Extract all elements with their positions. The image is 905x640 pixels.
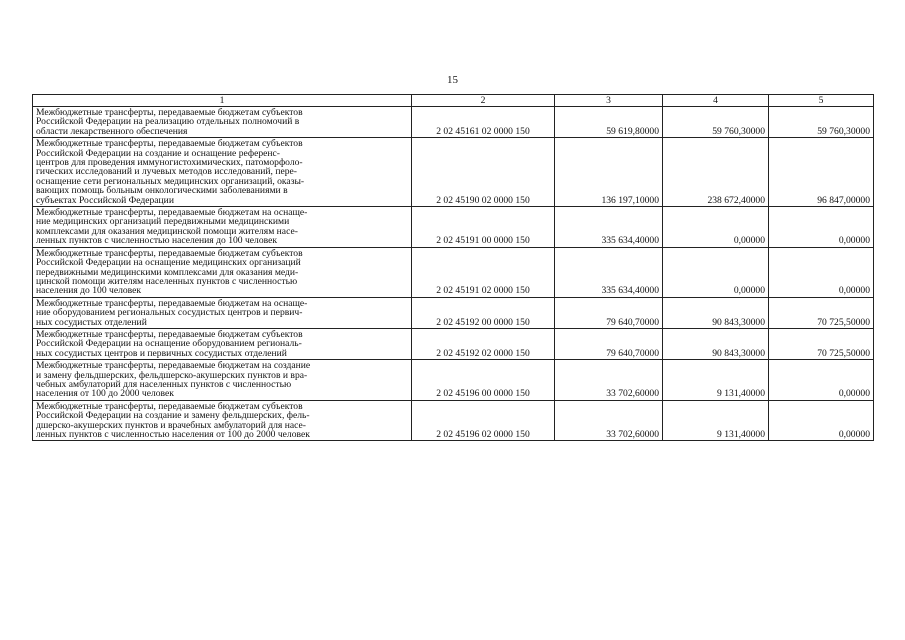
transfer-description	[33, 138, 412, 207]
description-line: Межбюджетные трансферты, передаваемые бюджетам субъектов	[36, 107, 303, 118]
table-row	[33, 107, 874, 138]
column-header-5: 5	[769, 95, 874, 107]
description-line: области лекарственного обеспечения	[36, 125, 188, 137]
description-line: Межбюджетные трансферты, передаваемые бюджетам на создание	[36, 360, 311, 372]
amount-column-4: 59 760,30000	[663, 107, 769, 138]
amount-column-5: 0,00000	[769, 207, 874, 248]
table-row	[33, 360, 874, 401]
description-line: Российской Федерации на создание и оснащение референс-	[36, 147, 280, 159]
transfer-description	[33, 328, 412, 359]
amount-column-5: 70 725,50000	[769, 297, 874, 328]
header-row	[33, 95, 874, 107]
description-line: центров для проведения иммуногистохимических, патоморфоло-	[36, 157, 303, 169]
column-header-2: 2	[412, 95, 555, 107]
table-row	[33, 328, 874, 359]
description-line: Межбюджетные трансферты, передаваемые бюджетам субъектов	[36, 400, 303, 412]
budget-classification-code: 2 02 45190 02 0000 150	[412, 138, 555, 207]
description-line: ленных пунктов с численностью населения от 100 до 2000 человек	[36, 429, 310, 440]
amount-column-3: 33 702,60000	[555, 360, 663, 401]
description-line: комплексами для оказания медицинской помощи жителям насе-	[36, 225, 298, 237]
amount-column-5: 96 847,00000	[769, 138, 874, 207]
description-line: Российской Федерации на создание и замену фельдшерских, фель-	[36, 410, 310, 422]
transfer-description	[33, 207, 412, 248]
table-row	[33, 400, 874, 441]
budget-classification-code: 2 02 45196 00 0000 150	[412, 360, 555, 401]
amount-column-5: 59 760,30000	[769, 107, 874, 138]
budget-classification-code: 2 02 45161 02 0000 150	[412, 107, 555, 138]
description-line: ленных пунктов с численностью населения до 100 человек	[36, 235, 278, 247]
amount-column-4: 9 131,40000	[663, 360, 769, 401]
table-row	[33, 297, 874, 328]
amount-column-5: 0,00000	[769, 360, 874, 401]
description-line: передвижными медицинскими комплексами для оказания меди-	[36, 266, 299, 278]
description-line: ние оборудованием региональных сосудистых центров и первич-	[36, 307, 303, 319]
amount-column-4: 238 672,40000	[663, 138, 769, 207]
amount-column-4: 0,00000	[663, 247, 769, 297]
table-row	[33, 247, 874, 297]
description-line: Российской Федерации на реализацию отдельных полномочий в	[36, 116, 300, 128]
amount-column-4: 9 131,40000	[663, 400, 769, 441]
budget-table	[32, 94, 874, 441]
description-line: гических исследований и лучевых методов исследований, пере-	[36, 166, 297, 178]
amount-column-3: 33 702,60000	[555, 400, 663, 441]
description-line: Межбюджетные трансферты, передаваемые бюджетам на оснаще-	[36, 207, 308, 219]
column-header-3: 3	[555, 95, 663, 107]
page-number: 15	[447, 74, 458, 86]
table-row	[33, 207, 874, 248]
column-header-4: 4	[663, 95, 769, 107]
description-line: цинской помощи жителям населенных пунктов с численностью	[36, 275, 298, 287]
amount-column-3: 79 640,70000	[555, 328, 663, 359]
amount-column-3: 59 619,80000	[555, 107, 663, 138]
transfer-description	[33, 297, 412, 328]
column-header-1: 1	[33, 95, 412, 107]
description-line: ных сосудистых отделений	[36, 316, 147, 328]
amount-column-5: 70 725,50000	[769, 328, 874, 359]
budget-classification-code: 2 02 45192 02 0000 150	[412, 328, 555, 359]
description-line: Российской Федерации на оснащение оборудованием региональ-	[36, 338, 302, 350]
budget-classification-code: 2 02 45191 02 0000 150	[412, 247, 555, 297]
description-line: Межбюджетные трансферты, передаваемые бюджетам на оснаще-	[36, 297, 308, 309]
amount-column-3: 79 640,70000	[555, 297, 663, 328]
description-line: ние медицинских организаций передвижными медицинскими	[36, 216, 290, 228]
amount-column-3: 136 197,10000	[555, 138, 663, 207]
transfer-description	[33, 400, 412, 441]
transfer-description	[33, 107, 412, 138]
amount-column-5: 0,00000	[769, 247, 874, 297]
budget-classification-code: 2 02 45191 00 0000 150	[412, 207, 555, 248]
transfer-description	[33, 247, 412, 297]
transfer-description	[33, 360, 412, 401]
description-line: Межбюджетные трансферты, передаваемые бюджетам субъектов	[36, 138, 303, 150]
description-line: населения от 100 до 2000 человек	[36, 388, 174, 400]
description-line: Межбюджетные трансферты, передаваемые бюджетам субъектов	[36, 328, 303, 340]
description-line: дшерско-акушерских пунктов и врачебных амбулаторий для насе-	[36, 419, 306, 431]
description-line: субъектах Российской Федерации	[36, 194, 174, 206]
amount-column-4: 90 843,30000	[663, 328, 769, 359]
table-body	[33, 107, 874, 441]
description-line: Российской Федерации на оснащение медицинских организаций	[36, 257, 301, 269]
amount-column-4: 0,00000	[663, 207, 769, 248]
description-line: вающих помощь больным онкологическими заболеваниями в	[36, 185, 288, 197]
amount-column-5: 0,00000	[769, 400, 874, 441]
description-line: и замену фельдшерских, фельдшерско-акушерских пунктов и вра-	[36, 369, 308, 381]
description-line: оснащение сети региональных медицинских организаций, оказы-	[36, 175, 305, 187]
amount-column-3: 335 634,40000	[555, 207, 663, 248]
amount-column-4: 90 843,30000	[663, 297, 769, 328]
amount-column-3: 335 634,40000	[555, 247, 663, 297]
budget-classification-code: 2 02 45196 02 0000 150	[412, 400, 555, 441]
budget-classification-code: 2 02 45192 00 0000 150	[412, 297, 555, 328]
table-row	[33, 138, 874, 207]
description-line: Межбюджетные трансферты, передаваемые бюджетам субъектов	[36, 247, 303, 259]
description-line: населения до 100 человек	[36, 285, 142, 297]
description-line: ных сосудистых центров и первичных сосудистых отделений	[36, 347, 287, 359]
description-line: чебных амбулаторий для населенных пунктов с численностью	[36, 378, 292, 390]
